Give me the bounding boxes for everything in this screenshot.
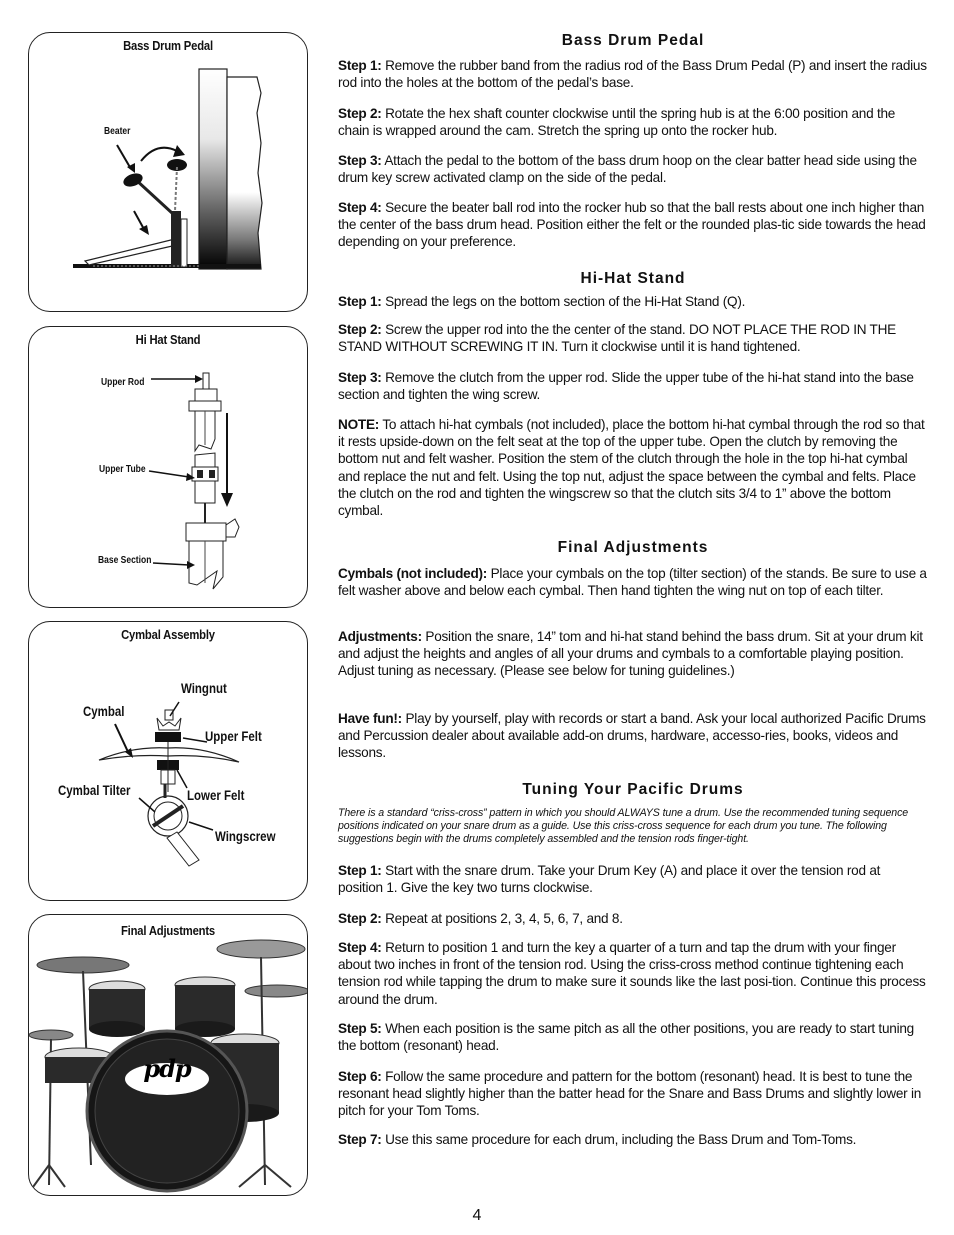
beater-label: Beater xyxy=(104,126,131,137)
bass-drum-pedal-illustration xyxy=(29,33,307,311)
step-label: NOTE: xyxy=(338,417,380,432)
page-number: 4 xyxy=(472,1207,482,1224)
panel-title: Final Adjustments xyxy=(120,924,216,938)
base-section-label: Base Section xyxy=(98,555,152,566)
step-text: Play by yourself, play with records or start a band. Ask your local authorized Pacific Drums and Percussion dealer about available add-on drums, hardware, accesso-ries, books, videos and lessons. xyxy=(338,711,926,761)
bass-step-2 xyxy=(338,105,928,139)
step-label: Adjustments: xyxy=(338,629,422,644)
step-label: Step 1: xyxy=(338,863,382,878)
step-label: Cymbals (not included): xyxy=(338,566,488,581)
panel-title: Bass Drum Pedal xyxy=(123,39,213,53)
step-label: Step 3: xyxy=(338,370,382,385)
hihat-note xyxy=(338,416,928,519)
final-cymbals xyxy=(338,565,928,599)
lower-felt-label: Lower Felt xyxy=(187,787,245,803)
hi-hat-stand-illustration xyxy=(29,327,307,607)
bass-step-1 xyxy=(338,57,928,91)
pdp-logo: pdp xyxy=(143,1054,191,1083)
step-text: Start with the snare drum. Take your Drum Key (A) and place it over the tension rod at position 1. Give the key two turns clockwise. xyxy=(338,863,881,896)
hihat-step-3 xyxy=(338,369,928,403)
panel-bass-drum-pedal xyxy=(28,32,308,312)
bass-step-3 xyxy=(338,152,928,186)
final-adjustments xyxy=(338,628,928,680)
panel-title: Cymbal Assembly xyxy=(121,628,215,642)
step-label: Step 7: xyxy=(338,1132,382,1147)
bass-step-4 xyxy=(338,199,928,251)
section-bass-drum-pedal xyxy=(338,32,928,50)
step-label: Have fun!: xyxy=(338,711,402,726)
wingnut-label: Wingnut xyxy=(181,680,227,696)
tuning-step-2 xyxy=(338,910,928,927)
tuning-step-5 xyxy=(338,1020,928,1054)
step-text: Screw the upper rod into the the center of the stand. DO NOT PLACE THE ROD IN THE STAND WITHOUT SCREWING IT IN. Turn it clockwise until it is hand tightened. xyxy=(338,322,896,355)
upper-rod-label: Upper Rod xyxy=(101,377,145,388)
step-text: Place your cymbals on the top (tilter section) of the stands. Be sure to use a felt washer above and below each cymbal. Then hand tighten the wing nut on top of each tilter. xyxy=(338,566,927,599)
step-text: Repeat at positions 2, 3, 4, 5, 6, 7, and 8. xyxy=(381,911,623,926)
cymbal-tilter-label: Cymbal Tilter xyxy=(58,782,131,798)
panel-final-adjustments xyxy=(28,914,308,1196)
step-label: Step 1: xyxy=(338,294,382,309)
upper-felt-label: Upper Felt xyxy=(205,728,262,744)
upper-tube-label: Upper Tube xyxy=(99,464,146,475)
hihat-step-1 xyxy=(338,293,928,310)
step-text: Return to position 1 and turn the key a quarter of a turn and tap the drum with your finger about two inches in front of the tension rod. Using the criss-cross method continue tightening each tension rod while tapping the drum to make sure it sounds like the last posi-tion. Continue this process around the drum. xyxy=(338,940,926,1007)
tuning-intro: There is a standard “criss-cross” pattern in which you should ALWAYS tune a drum. Use the recommended tuning sequence positions indicated on your snare drum as a guide. Use this criss-cross sequence for each drum you tune. The following suggestions begin with the drums completely assembled and the tension rods finger-tight. xyxy=(338,807,909,846)
section-tuning xyxy=(338,781,928,799)
section-hi-hat-stand xyxy=(338,270,928,288)
step-label: Step 5: xyxy=(338,1021,382,1036)
step-label: Step 2: xyxy=(338,322,382,337)
hihat-step-2 xyxy=(338,321,928,355)
tuning-step-4 xyxy=(338,939,928,1008)
panel-cymbal-assembly xyxy=(28,621,308,901)
step-text: Attach the pedal to the bottom of the bass drum hoop on the clear batter head side using the drum key screw activated clamp on the side of the pedal. xyxy=(338,153,917,186)
tuning-step-7 xyxy=(338,1131,928,1148)
step-label: Step 1: xyxy=(338,58,382,73)
tuning-step-6 xyxy=(338,1068,928,1120)
step-label: Step 2: xyxy=(338,911,382,926)
section-final-adjustments xyxy=(338,539,928,557)
panel-title: Hi Hat Stand xyxy=(135,333,201,347)
step-text: To attach hi-hat cymbals (not included), place the bottom hi-hat cymbal through the rod so that it rests upside-down on the felt seat at the top of the upper tube. Open the clutch by removing the bottom nut and felt washer. Position the stem of the clutch through the hole in the top hi-hat cymbal and replace the nut and felt. Using the top nut, adjust the space between the cymbal and felts. Place the clutch on the rod and tighten the wingscrew so that the clutch sits 3/4 to 1” above the bottom cymbal. xyxy=(338,417,925,519)
step-text: Spread the legs on the bottom section of the Hi-Hat Stand (Q). xyxy=(381,294,746,309)
section-heading: Final Adjustments xyxy=(557,539,709,556)
step-text: When each position is the same pitch as all the other positions, you are ready to start tuning the bottom (resonant) head. xyxy=(338,1021,914,1054)
step-text: Remove the clutch from the upper rod. Slide the upper tube of the hi-hat stand into the base section and tighten the wing screw. xyxy=(338,370,914,403)
section-heading: Bass Drum Pedal xyxy=(561,32,705,49)
panel-hi-hat-stand xyxy=(28,326,308,608)
cymbal-label: Cymbal xyxy=(83,703,125,719)
step-text: Follow the same procedure and pattern for the bottom (resonant) head. It is best to tune the resonant head slightly higher than the batter head for the Snare and Bass Drums and slightly lower in pitch for your Tom Toms. xyxy=(338,1069,922,1119)
step-text: Use this same procedure for each drum, including the Bass Drum and Tom-Toms. xyxy=(381,1132,857,1147)
step-label: Step 2: xyxy=(338,106,382,121)
wingscrew-label: Wingscrew xyxy=(215,828,276,844)
step-text: Position the snare, 14” tom and hi-hat stand behind the bass drum. Sit at your drum kit and adjust the heights and angles of all your drums and cymbals to a comfortable playing position. Adjust tuning as necessary. (Please see below for tuning guidelines.) xyxy=(338,629,923,679)
section-heading: Hi-Hat Stand xyxy=(580,270,686,287)
cymbal-assembly-illustration xyxy=(29,622,307,900)
step-text: Rotate the hex shaft counter clockwise until the spring hub is at the 6:00 position and the chain is wrapped around the cam. Stretch the spring up onto the rocker hub. xyxy=(338,106,896,139)
step-label: Step 3: xyxy=(338,153,382,168)
step-label: Step 6: xyxy=(338,1069,382,1084)
step-label: Step 4: xyxy=(338,200,382,215)
tuning-step-1 xyxy=(338,862,928,896)
final-have-fun xyxy=(338,710,928,762)
step-text: Remove the rubber band from the radius rod of the Bass Drum Pedal (P) and insert the radius rod into the holes at the bottom of the pedal’s base. xyxy=(338,58,927,91)
step-text: Secure the beater ball rod into the rocker hub so that the ball rests about one inch higher than the center of the bass drum head. Position either the felt or the rounded plas-tic side towards the head depending on your preference. xyxy=(338,200,926,250)
step-label: Step 4: xyxy=(338,940,382,955)
section-heading: Tuning Your Pacific Drums xyxy=(522,781,744,798)
